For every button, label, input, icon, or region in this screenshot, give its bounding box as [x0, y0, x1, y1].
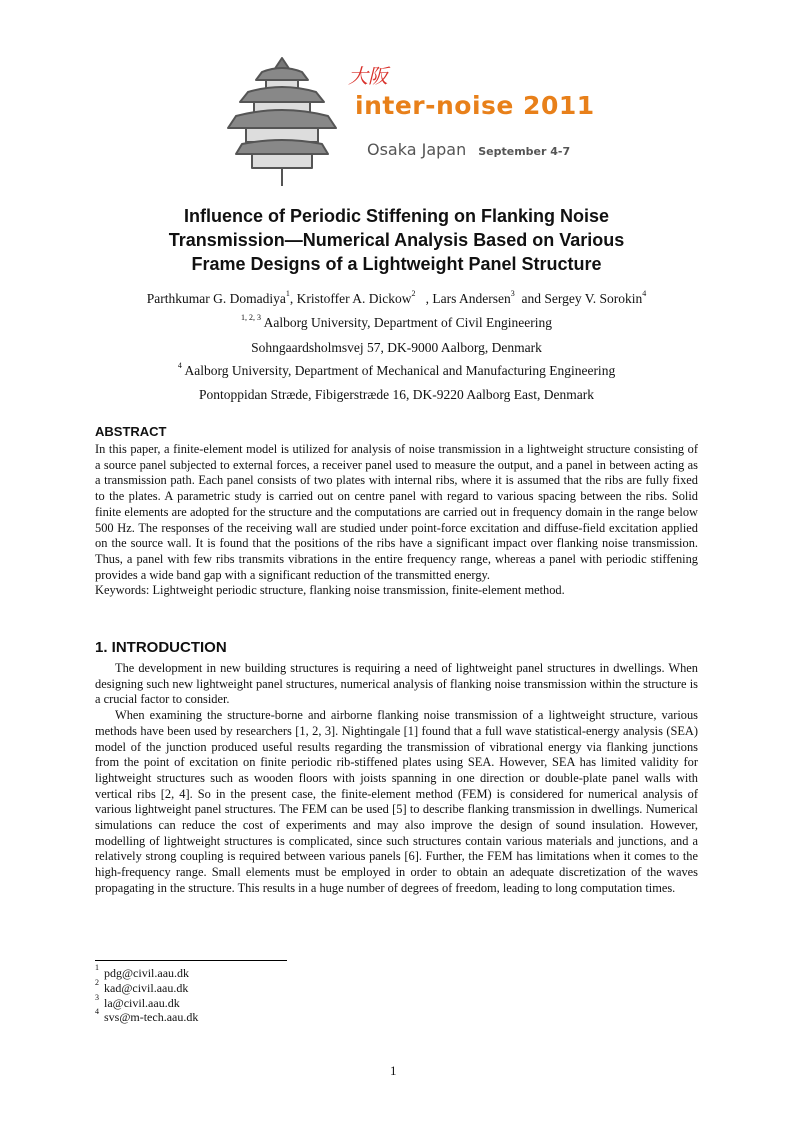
- conference-logo: [222, 50, 595, 190]
- author-name: Sergey V. Sorokin: [544, 291, 643, 306]
- page-number: 1: [390, 1063, 397, 1078]
- author-name: Parthkumar G. Domadiya: [146, 291, 286, 306]
- title-line: Frame Designs of a Lightweight Panel Structure: [191, 254, 602, 274]
- footnote: [95, 977, 198, 996]
- footnote-email: svs@m-tech.aau.dk: [104, 1010, 199, 1025]
- affiliation-marks: 4: [177, 360, 182, 370]
- footnote-email: pdg@civil.aau.dk: [104, 966, 190, 980]
- author-list: [95, 290, 698, 307]
- affiliation-1-address: Sohngaardsholmsvej 57, DK-9000 Aalborg, Denmark: [251, 340, 542, 355]
- affiliation-2: [95, 362, 698, 379]
- footnote: [95, 992, 198, 1011]
- footnote-email: kad@civil.aau.dk: [104, 980, 189, 995]
- author-separator: ,: [415, 291, 433, 306]
- author-mark: 3: [510, 288, 515, 298]
- author-mark: 4: [642, 288, 647, 298]
- logo-city: Osaka Japan: [367, 140, 467, 159]
- title-line: Influence of Periodic Stiffening on Flanking Noise: [183, 206, 610, 226]
- author-mark: 2: [411, 288, 416, 298]
- author-separator: ,: [289, 291, 297, 306]
- title-line: Transmission—Numerical Analysis Based on Various: [168, 230, 625, 250]
- logo-dates: September 4-7: [478, 145, 571, 158]
- section-heading: 1. INTRODUCTION: [95, 639, 227, 656]
- author-name: Kristoffer A. Dickow: [296, 291, 412, 306]
- footnote: [95, 1007, 199, 1025]
- affiliation-marks: 1, 2, 3: [241, 312, 262, 322]
- affiliation-2-address: Pontoppidan Stræde, Fibigerstræde 16, DK-9220 Aalborg East, Denmark: [199, 387, 594, 402]
- abstract-heading: ABSTRACT: [95, 424, 167, 439]
- footnote-email: la@civil.aau.dk: [104, 995, 180, 1010]
- paragraph: When examining the structure-borne and airborne flanking noise transmission of a lightweight structure, various methods have been used by researchers [1, 2, 3]. Nightingale [1] found that a full wave statistical-energy analysis (SEA) model of the junction produced useful results regarding the transmission of vibrational energy via flanking junctions from the point of excitation on finite periodic rib-stiffened plates using SEA. However, SEA has limited validity for lightweight structures such as wooden floors with joists spanning in one direction or double-plate panel walls with vertical ribs [2, 4]. So in the present case, the finite-element method (FEM) is considered for numerical analysis of various lightweight panel structures. The FEM can be used [5] to describe flanking transmission in dwellings. Numerical simulations can reduce the cost of experiments and may also improve the design of sound insulation. However, modelling of lightweight structures is complicated, since such structures contain various materials and junctions, and a relatively strong coupling is required between various panels [6]. Further, the FEM has limitations when it comes to the high-frequency range. Small elements must be employed in order to obtain an adequate discretization of the waves propagating in the structure. This results in a huge number of degrees of freedom, leading to long computation times.: [95, 708, 698, 895]
- affiliation-text: Aalborg University, Department of Mechanical and Manufacturing Engineering: [184, 363, 616, 378]
- author-name: Lars Andersen: [432, 291, 511, 306]
- author-mark: 1: [285, 288, 290, 298]
- footnote-mark: 1: [95, 963, 99, 972]
- abstract-body: [95, 442, 698, 599]
- keywords: Keywords: Lightweight periodic structure, flanking noise transmission, finite-element method.: [95, 583, 565, 598]
- castle-icon: [222, 50, 342, 190]
- footnotes: [95, 963, 199, 1025]
- logo-location: [367, 140, 570, 159]
- footnote-mark: 4: [95, 1007, 99, 1017]
- footnote: [95, 963, 198, 981]
- abstract-text: In this paper, a finite-element model is utilized for analysis of noise transmission in a lightweight structure consisting of a source panel subjected to external forces, a receiver panel used to measure the output, and a panel in between acting as a transmission path. Each panel consists of two plates with internal ribs, where it is assumed that the ribs are fully fixed to the plates. A parametric study is carried out on centre panel with regard to various spacing between the ribs. Solid finite elements are adopted for the structure and the computations are carried out in frequency domain in the range below 500 Hz. The responses of the receiving wall are studied under point-force excitation and diffuse-field excitation applied on the source wall. It is found that the positions of the ribs have a significant impact over flanking noise transmission. Thus, a panel with few ribs transmits vibrations in the entire frequency range, whereas a panel with periodic stiffening provides a wide band gap with a significant reduction of the transmitted energy.: [95, 442, 698, 582]
- footnote-mark: 3: [95, 992, 99, 1002]
- affiliation-text: Aalborg University, Department of Civil Engineering: [263, 315, 552, 330]
- author-separator: and: [514, 291, 545, 306]
- footnote-divider: [95, 960, 287, 961]
- section-body: [95, 661, 698, 897]
- paper-title: [95, 204, 698, 276]
- affiliation-1: [95, 314, 698, 331]
- footnote-mark: 2: [95, 977, 99, 987]
- paragraph: The development in new building structures is requiring a need of lightweight panel structures in dwellings. When designing such new lightweight panel structures, numerical analysis of flanking noise transmission within the structure is a crucial factor to consider.: [95, 661, 698, 707]
- logo-wordmark: inter-noise 2011: [355, 91, 595, 120]
- logo-kanji: 大阪: [348, 64, 388, 88]
